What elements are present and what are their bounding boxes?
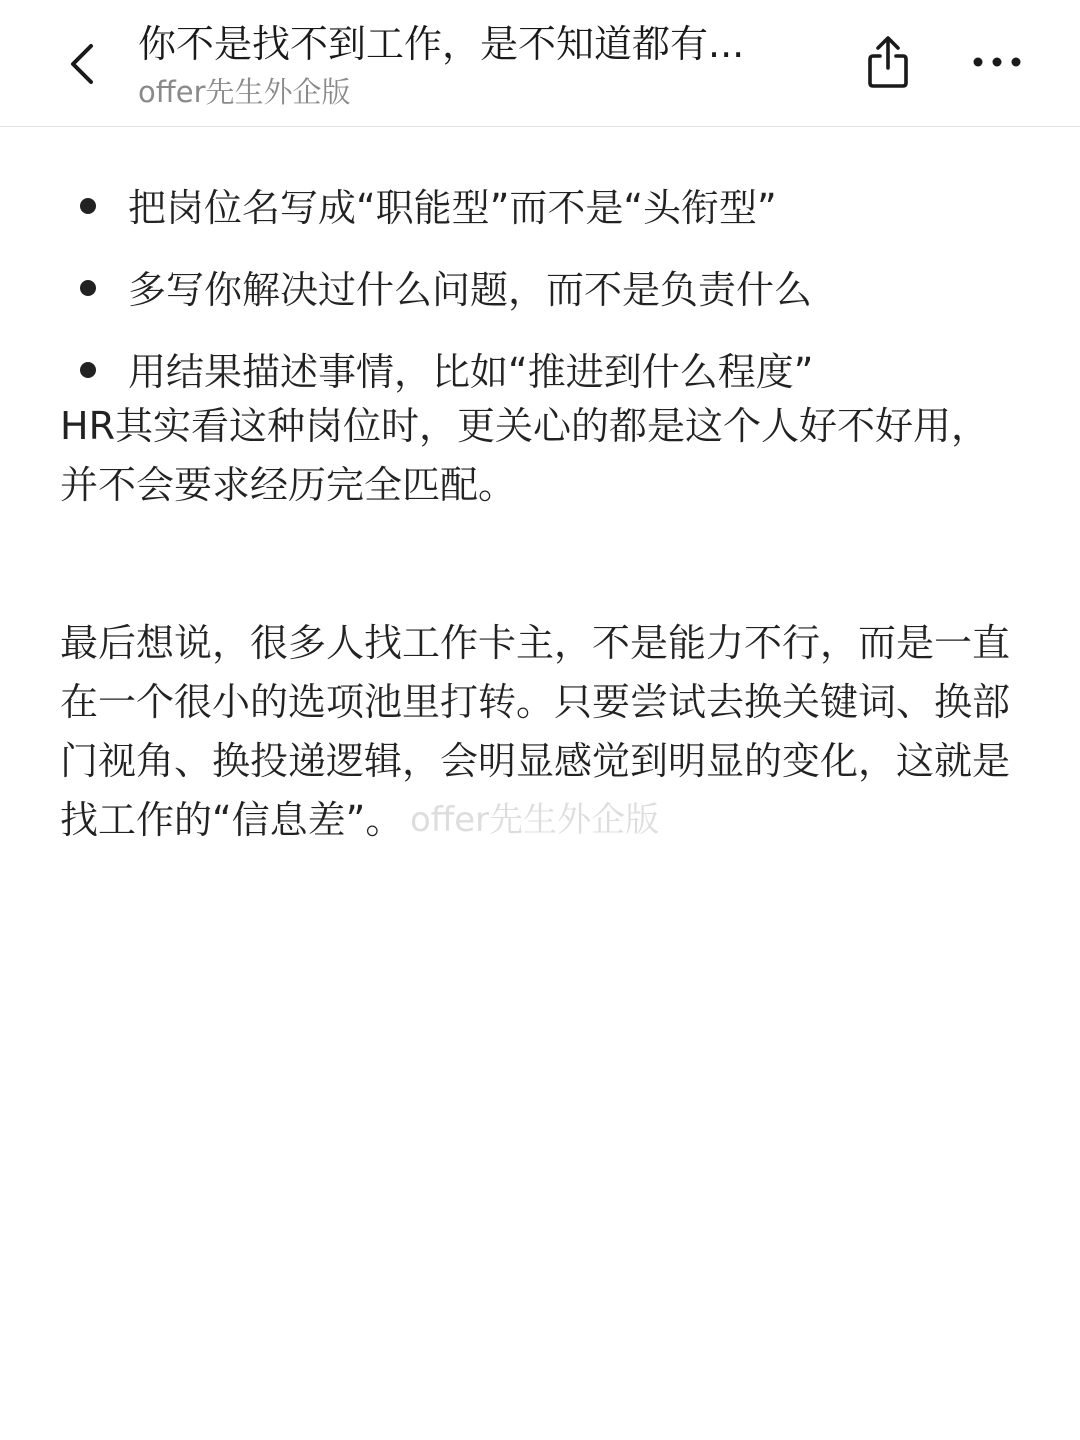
more-horizontal-icon [972, 56, 1022, 68]
list-item [0, 154, 1080, 236]
watermark-text: offer先生外企版 [410, 800, 660, 840]
author-name[interactable]: offer先生外企版 [138, 75, 351, 109]
list-item [0, 236, 1080, 318]
back-button[interactable] [52, 30, 112, 98]
list-item-text: 多写你解决过什么问题，而不是负责什么 [128, 268, 813, 312]
bullet-dot [80, 362, 96, 378]
paragraph-hr: HR其实看这种岗位时，更关心的都是这个人好不好用，并不会要求经历完全匹配。 [60, 404, 989, 507]
list-item [0, 318, 1080, 400]
share-button[interactable] [858, 30, 918, 94]
paragraph-conclusion: 最后想说，很多人找工作卡主，不是能力不行，而是一直在一个很小的选项池里打转。只要尝试去换关键词、换部门视角、换投递逻辑，会明显感觉到明显的变化，这就是找工作的“信息差”。 [60, 621, 1011, 842]
share-icon [865, 34, 911, 90]
title-block [138, 18, 818, 112]
list-item-text: 把岗位名写成“职能型”而不是“头衔型” [128, 186, 777, 230]
more-options-button[interactable] [964, 36, 1030, 88]
bullet-dot [80, 198, 96, 214]
bullet-dot [80, 280, 96, 296]
chevron-left-icon [67, 42, 97, 86]
page-title: 你不是找不到工作，是不知道都有... [138, 22, 745, 66]
top-nav-bar [0, 0, 1080, 127]
list-item-text: 用结果描述事情，比如“推进到什么程度” [128, 350, 814, 394]
